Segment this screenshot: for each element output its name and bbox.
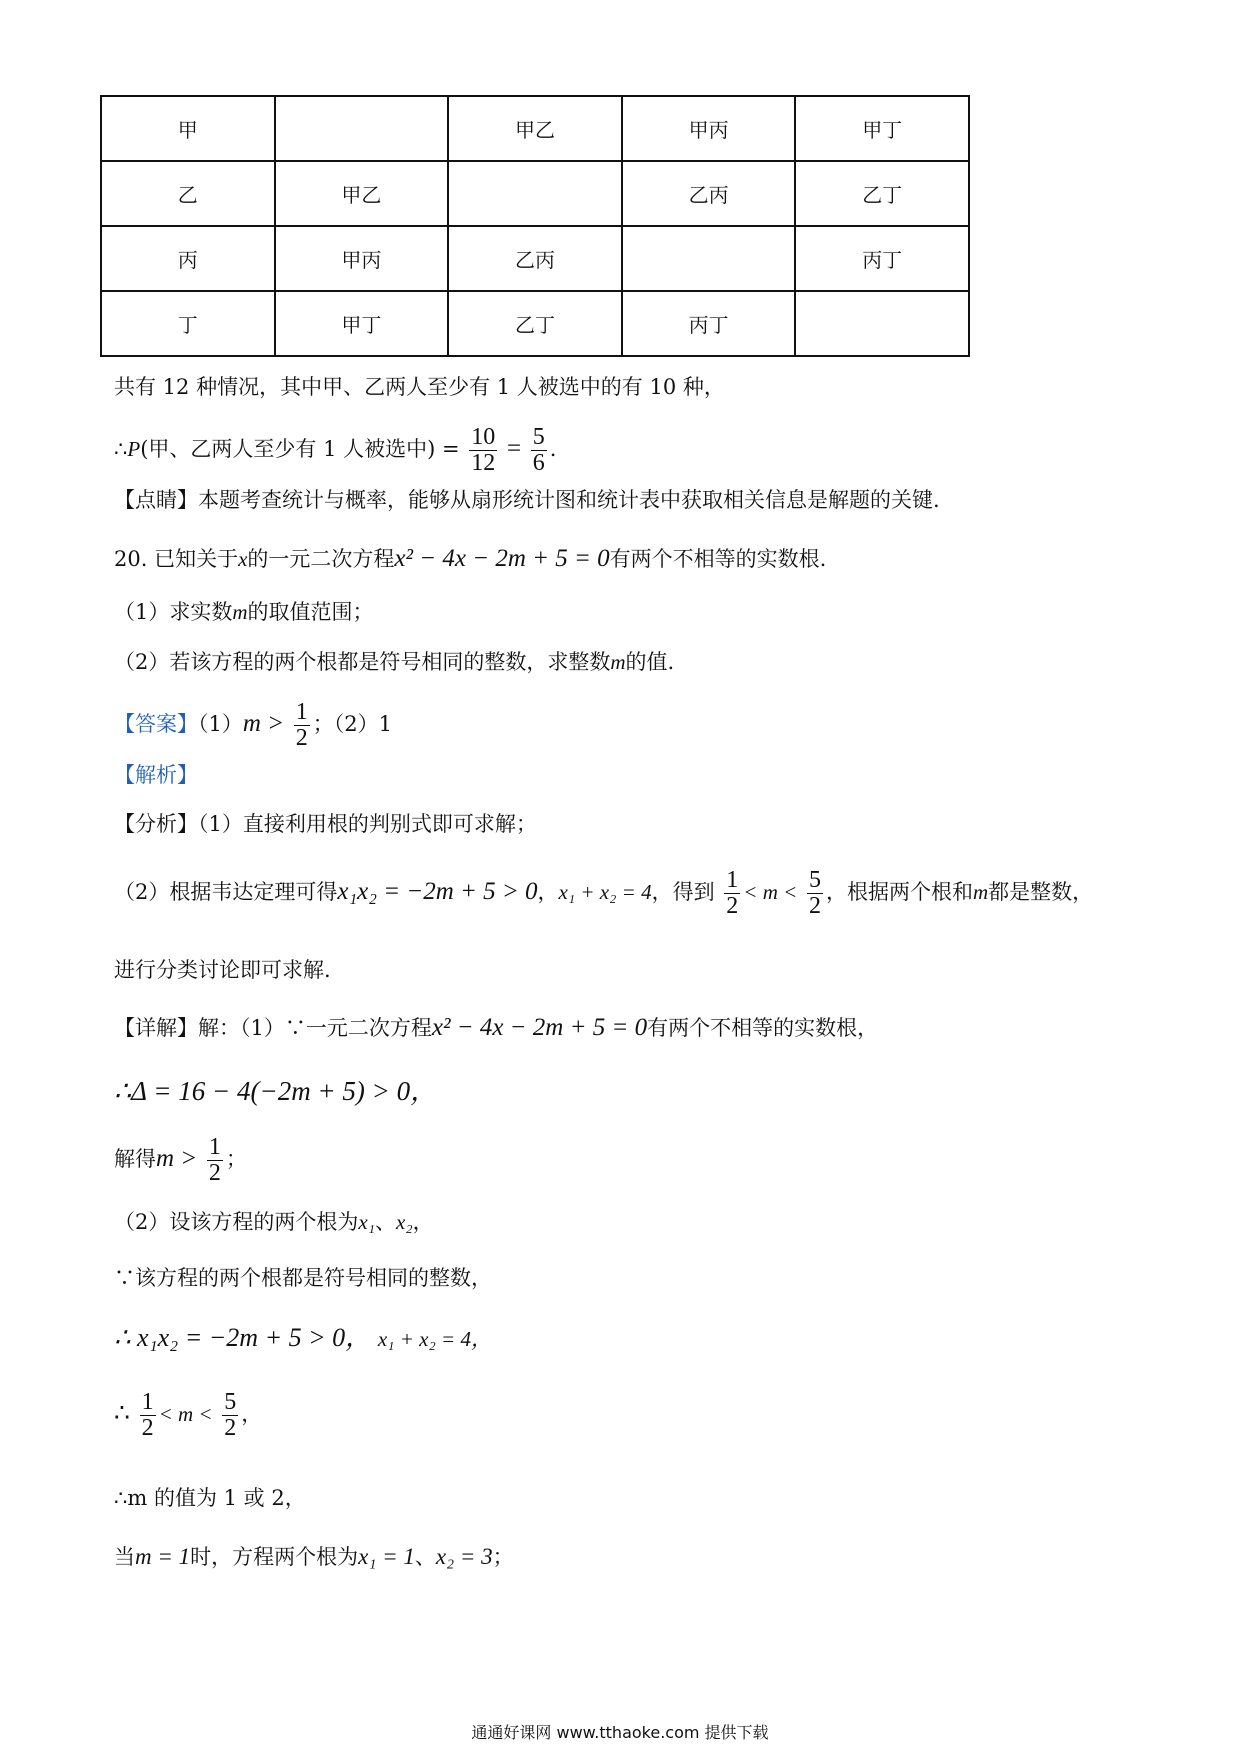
footer-text: 通通好课网 www.tthaoke.com 提供下载 bbox=[471, 1723, 769, 1742]
table-row bbox=[101, 291, 969, 356]
fraction-5-6: $\frac{5}{6}$ bbox=[532, 424, 545, 477]
fraction-10-12: $\frac{10}{12}$ bbox=[471, 424, 496, 477]
question-20-part1: （1）求实数m的取值范围； bbox=[114, 600, 374, 624]
table-row bbox=[101, 226, 969, 291]
comment-text: 【点睛】本题考查统计与概率，能够从扇形统计图和统计表中获取相关信息是解题的关键. bbox=[114, 488, 940, 512]
table-cell bbox=[275, 96, 449, 161]
therefore-line-1: ∴ x₁x₂ = −2m + 5 > 0， x₁ + x₂ = 4， bbox=[114, 1323, 492, 1352]
solve-result-line: 解得m > $\frac{1}{2}$ ； bbox=[114, 1134, 247, 1187]
table-cell: 丁 bbox=[101, 291, 275, 356]
analysis-label: 【解析】 bbox=[114, 763, 198, 787]
analysis-part1: 【分析】（1）直接利用根的判别式即可求解； bbox=[114, 812, 537, 836]
table-row bbox=[101, 96, 969, 161]
probability-line: ∴P(甲、乙两人至少有 1 人被选中) = $\frac{10}{12}$ = $\frac{5}{6}$ . bbox=[114, 424, 557, 477]
therefore-line-3: ∴m 的值为 1 或 2， bbox=[114, 1486, 306, 1510]
question-20: 20. 已知关于x的一元二次方程x² − 4x − 2m + 5 = 0有两个不相等的实数根. bbox=[114, 545, 827, 572]
solution-part1: 【详解】解：（1）∵一元二次方程x² − 4x − 2m + 5 = 0有两个不相等的实数根， bbox=[114, 1014, 879, 1041]
solution-part2: （2）设该方程的两个根为x₁、x₂， bbox=[114, 1210, 434, 1234]
therefore-line-2: ∴ $\frac{1}{2}$ < m < $\frac{5}{2}$ ， bbox=[114, 1389, 263, 1442]
table-cell: 甲丁 bbox=[795, 96, 969, 161]
question-20-part2: （2）若该方程的两个根都是符号相同的整数，求整数m的值. bbox=[114, 650, 675, 674]
answer-line: 【答案】（1）m > $\frac{1}{2}$ ；（2）1 bbox=[114, 699, 392, 752]
analysis-part2: （2）根据韦达定理可得x₁x₂ = −2m + 5 > 0，x₁ + x₂ = 4，得到 $\frac{1}{2}$ < m < $\frac{5}{2}$ ，根据两个根和m都是整数， bbox=[114, 867, 1094, 920]
table-cell: 乙丙 bbox=[622, 161, 796, 226]
table-cell: 甲 bbox=[101, 96, 275, 161]
case-m-1-line: 当m = 1时，方程两个根为x₁ = 1、x₂ = 3； bbox=[114, 1544, 514, 1569]
table-cell: 甲乙 bbox=[275, 161, 449, 226]
table-cell: 乙丁 bbox=[795, 161, 969, 226]
table-row bbox=[101, 161, 969, 226]
table-cell: 丙丁 bbox=[795, 226, 969, 291]
delta-line: ∴Δ = 16 − 4(−2m + 5) > 0， bbox=[114, 1076, 438, 1106]
table-cell: 丙 bbox=[101, 226, 275, 291]
because-line: ∵该方程的两个根都是符号相同的整数， bbox=[114, 1266, 492, 1290]
analysis-part3: 进行分类讨论即可求解. bbox=[114, 958, 331, 982]
table-cell bbox=[448, 161, 622, 226]
total-cases-text: 共有 12 种情况，其中甲、乙两人至少有 1 人被选中的有 10 种， bbox=[114, 375, 725, 399]
table-cell: 甲丙 bbox=[622, 96, 796, 161]
combination-table bbox=[100, 95, 970, 357]
table-cell bbox=[622, 226, 796, 291]
table-cell: 丙丁 bbox=[622, 291, 796, 356]
table-cell: 乙丁 bbox=[448, 291, 622, 356]
table-cell bbox=[795, 291, 969, 356]
table-cell: 甲乙 bbox=[448, 96, 622, 161]
fraction-1-2: $\frac{1}{2}$ bbox=[295, 699, 308, 752]
table-cell: 甲丁 bbox=[275, 291, 449, 356]
table-cell: 乙 bbox=[101, 161, 275, 226]
table-cell: 甲丙 bbox=[275, 226, 449, 291]
answer-label: 【答案】 bbox=[114, 712, 198, 737]
table-cell: 乙丙 bbox=[448, 226, 622, 291]
